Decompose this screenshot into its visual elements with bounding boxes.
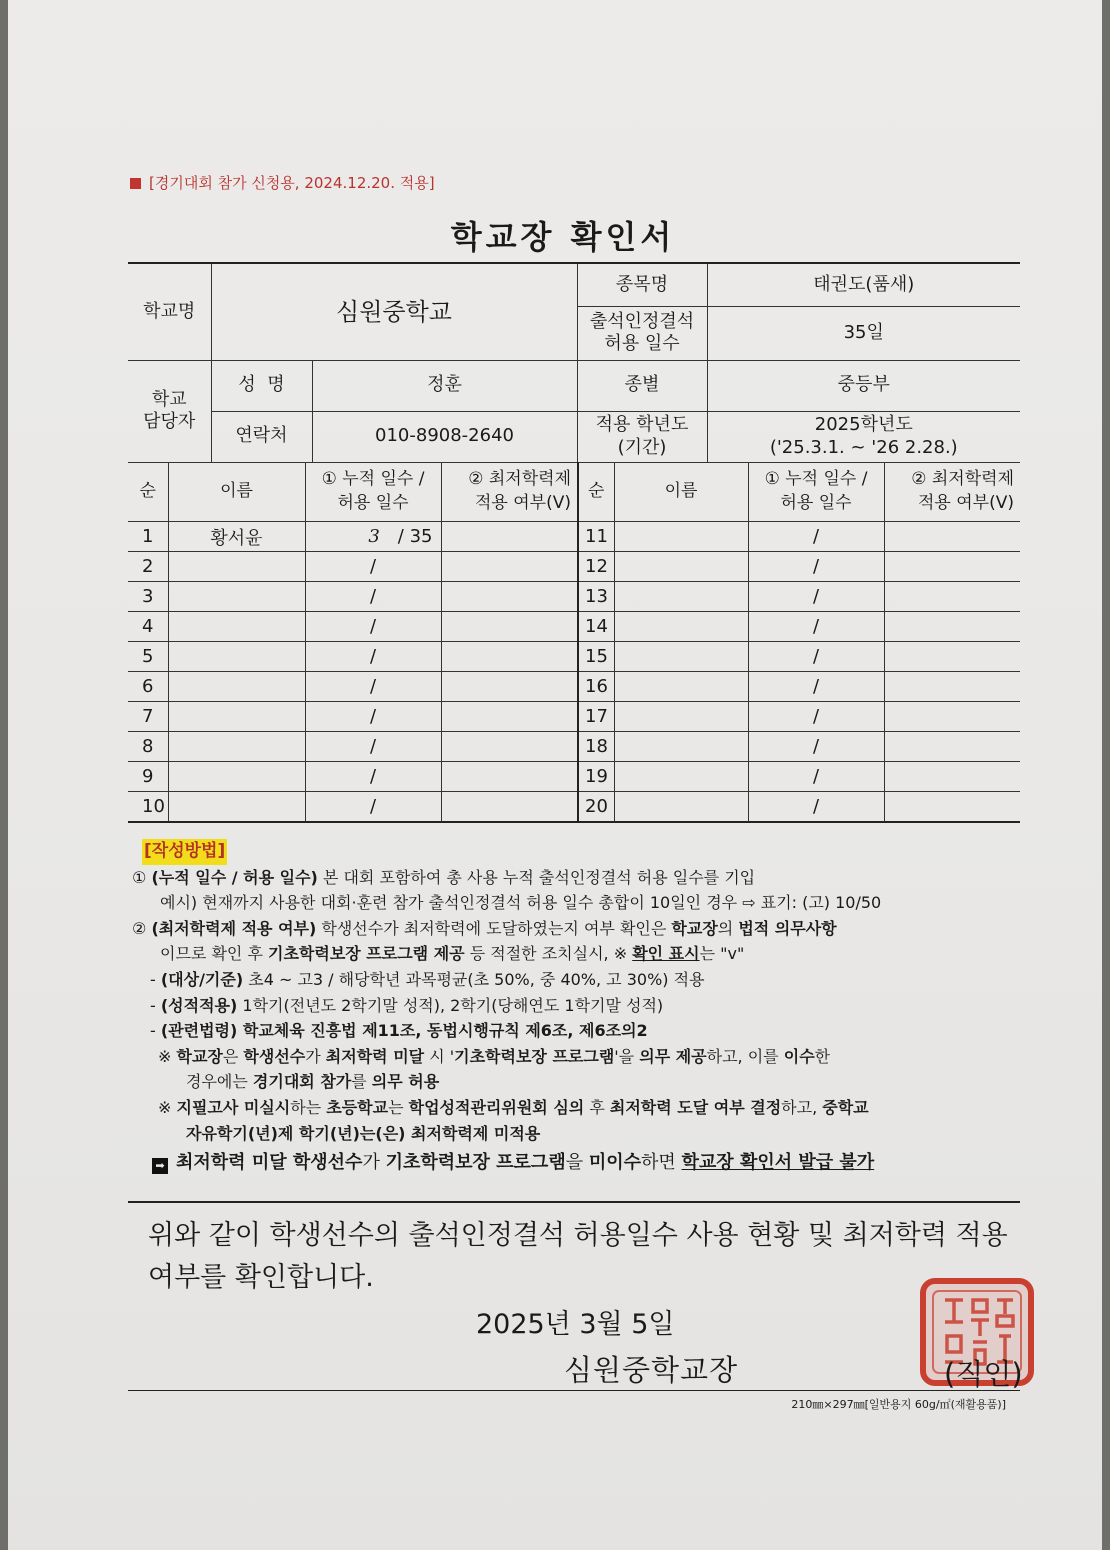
row-number: 6 [128, 672, 168, 702]
athlete-name [614, 732, 748, 762]
row-number: 14 [578, 612, 614, 642]
athlete-name [168, 792, 305, 823]
allowed-days-value: 35일 [707, 306, 1020, 360]
athlete-name [168, 732, 305, 762]
principal-signature: 심원중학교장 [564, 1353, 739, 1387]
row-number: 20 [578, 792, 614, 823]
athlete-name: 황서윤 [168, 522, 305, 552]
days-cell: / [305, 762, 441, 792]
days-cell: / [305, 642, 441, 672]
name-header: 이름 [168, 463, 305, 522]
row-number: 12 [578, 552, 614, 582]
min-academic-cell [441, 582, 578, 612]
min-academic-cell [884, 762, 1020, 792]
table-row [128, 762, 1020, 792]
guide-note-2: ※ 지필고사 미실시하는 초등학교는 학업성적관리위원회 심의 후 최저학력 도달 여부 결정하고, 중학교 [158, 1097, 869, 1117]
row-number: 2 [128, 552, 168, 582]
athlete-name [168, 612, 305, 642]
min-academic-cell [884, 552, 1020, 582]
row-number: 3 [128, 582, 168, 612]
min-academic-cell [441, 612, 578, 642]
table-row [128, 732, 1020, 762]
min-academic-cell [441, 642, 578, 672]
min-academic-cell [441, 792, 578, 823]
guide-target-criteria: - (대상/기준) 초4 ~ 고3 / 해당학년 과목평균(초 50%, 중 40%, 고 30%) 적용 [150, 969, 705, 989]
divider [128, 1201, 1020, 1203]
athlete-name [614, 642, 748, 672]
min-academic-cell [441, 702, 578, 732]
guide-title-line [142, 838, 1030, 865]
athlete-name [168, 672, 305, 702]
min-academic-cell [884, 792, 1020, 823]
event-label: 종목명 [577, 263, 707, 306]
athlete-list-table [128, 462, 1020, 823]
school-info-table [128, 262, 1020, 463]
days-cell: / [748, 612, 884, 642]
guide-grade-application: - (성적적용) 1학기(전년도 2학기말 성적), 2학기(당해연도 1학기말 성적) [150, 995, 664, 1015]
seq-header: 순 [128, 463, 168, 522]
athlete-name [168, 552, 305, 582]
row-number: 17 [578, 702, 614, 732]
row-number: 15 [578, 642, 614, 672]
seal-label: (직인) [944, 1357, 1023, 1391]
days-cell: / [305, 672, 441, 702]
document-page [8, 0, 1102, 1550]
handwritten-used-days: 3 [368, 526, 380, 547]
min-academic-cell [884, 642, 1020, 672]
min-academic-cell [884, 702, 1020, 732]
days-cell: / [305, 612, 441, 642]
contact-label: 연락처 [211, 411, 312, 462]
paper-spec: 210㎜×297㎜[일반용지 60g/㎡(재활용품)] [791, 1398, 1006, 1411]
athlete-name [614, 702, 748, 732]
guide-related-laws: - (관련법령) 학교체육 진흥법 제11조, 동법시행규칙 제6조, 제6조의2 [150, 1021, 648, 1041]
row-number: 11 [578, 522, 614, 552]
days-cell: / [305, 552, 441, 582]
table-row [128, 552, 1020, 582]
days-cell: / [305, 702, 441, 732]
days-cell: / [748, 582, 884, 612]
row-number: 5 [128, 642, 168, 672]
min-academic-cell [884, 732, 1020, 762]
row-number: 4 [128, 612, 168, 642]
days-cell: / [748, 522, 884, 552]
manager-name-value: 정훈 [312, 360, 577, 411]
category-value: 중등부 [707, 360, 1020, 411]
days-cell: / [748, 642, 884, 672]
form-usage-note: [경기대회 참가 신청용, 2024.12.20. 적용] [130, 172, 435, 193]
manager-label: 학교 담당자 [128, 360, 211, 462]
min-academic-header: ② 최저학력제 적용 여부(V) [441, 463, 578, 522]
days-cell: / [305, 732, 441, 762]
writing-guide [130, 838, 1030, 1176]
athlete-name [614, 582, 748, 612]
athlete-name [168, 582, 305, 612]
arrow-box-icon: ➡ [152, 1158, 168, 1174]
guide-item-1: ① (누적 일수 / 허용 일수) 본 대회 포함하여 총 사용 누적 출석인정결석 허용 일수를 기입 [132, 867, 756, 887]
athlete-name [614, 792, 748, 823]
min-academic-cell [884, 612, 1020, 642]
guide-note-1-cont: 경우에는 경기대회 참가를 의무 허용 [186, 1072, 440, 1092]
table-row [128, 792, 1020, 823]
manager-name-label: 성 명 [211, 360, 312, 411]
athlete-name [168, 762, 305, 792]
guide-title: [작성방법] [142, 839, 227, 865]
event-value: 태권도(품새) [707, 263, 1020, 306]
seq-header: 순 [578, 463, 614, 522]
guide-note-2-cont: 자유학기(년)제 학기(년)는(은) 최저학력제 미적용 [186, 1123, 541, 1143]
guide-example: 예시) 현재까지 사용한 대회·훈련 참가 출석인정결석 허용 일수 총합이 10일인 경우 ⇨ 표기: (고) 10/50 [160, 893, 882, 913]
school-name-label: 학교명 [128, 263, 211, 360]
days-cell: / [748, 672, 884, 702]
row-number: 19 [578, 762, 614, 792]
min-academic-cell [884, 672, 1020, 702]
table-row [128, 672, 1020, 702]
allowed-days-label: 출석인정결석 허용 일수 [577, 306, 707, 360]
contact-value: 010-8908-2640 [312, 411, 577, 462]
document-title: 학교장 확인서 [450, 218, 676, 256]
athlete-name [614, 672, 748, 702]
days-header: ① 누적 일수 / 허용 일수 [748, 463, 884, 522]
min-academic-cell [884, 522, 1020, 552]
athlete-name [614, 612, 748, 642]
table-row [128, 582, 1020, 612]
name-header: 이름 [614, 463, 748, 522]
school-name-value: 심원중학교 [211, 263, 577, 360]
athlete-name [168, 702, 305, 732]
athlete-name [614, 762, 748, 792]
min-academic-cell [441, 732, 578, 762]
days-cell: / [305, 792, 441, 823]
table-row [128, 612, 1020, 642]
guide-warning: ➡ 최저학력 미달 학생선수가 기초학력보장 프로그램을 미이수하면 학교장 확인서 발급 불가 [152, 1150, 1030, 1176]
issue-date: 2025년 3월 5일 [476, 1309, 675, 1340]
table-row [128, 642, 1020, 672]
min-academic-cell [441, 522, 578, 552]
athlete-name [614, 522, 748, 552]
row-number: 8 [128, 732, 168, 762]
athlete-name [168, 642, 305, 672]
guide-item-2: ② (최저학력제 적용 여부) 학생선수가 최저학력에 도달하였는지 여부 확인은 학교장의 법적 의무사항 [132, 918, 837, 938]
red-square-icon [130, 178, 141, 189]
min-academic-cell [884, 582, 1020, 612]
academic-year-value: 2025학년도 ('25.3.1. ~ '26 2.28.) [707, 411, 1020, 462]
guide-item-2-cont: 이므로 확인 후 기초학력보장 프로그램 제공 등 적절한 조치실시, ※ 확인 표시는 "v" [160, 944, 745, 964]
days-cell: 3 / 35 [305, 522, 441, 552]
academic-year-label: 적용 학년도 (기간) [577, 411, 707, 462]
days-cell: / [748, 732, 884, 762]
days-header: ① 누적 일수 / 허용 일수 [305, 463, 441, 522]
confirmation-statement: 위와 같이 학생선수의 출석인정결석 허용일수 사용 현황 및 최저학력 적용 여부를 확인합니다. [148, 1220, 1008, 1293]
days-cell: / [748, 792, 884, 823]
min-academic-cell [441, 672, 578, 702]
days-cell: / [305, 582, 441, 612]
row-number: 16 [578, 672, 614, 702]
row-number: 10 [128, 792, 168, 823]
min-academic-cell [441, 552, 578, 582]
row-number: 18 [578, 732, 614, 762]
row-number: 13 [578, 582, 614, 612]
min-academic-header: ② 최저학력제 적용 여부(V) [884, 463, 1020, 522]
row-number: 9 [128, 762, 168, 792]
days-cell: / [748, 762, 884, 792]
table-row [128, 702, 1020, 732]
table-row [128, 522, 1020, 552]
row-number: 7 [128, 702, 168, 732]
days-cell: / [748, 702, 884, 732]
min-academic-cell [441, 762, 578, 792]
row-number: 1 [128, 522, 168, 552]
athlete-name [614, 552, 748, 582]
days-cell: / [748, 552, 884, 582]
divider [128, 1390, 1020, 1391]
category-label: 종별 [577, 360, 707, 411]
guide-note-1: ※ 학교장은 학생선수가 최저학력 미달 시 '기초학력보장 프로그램'을 의무 제공하고, 이를 이수한 [158, 1046, 831, 1066]
